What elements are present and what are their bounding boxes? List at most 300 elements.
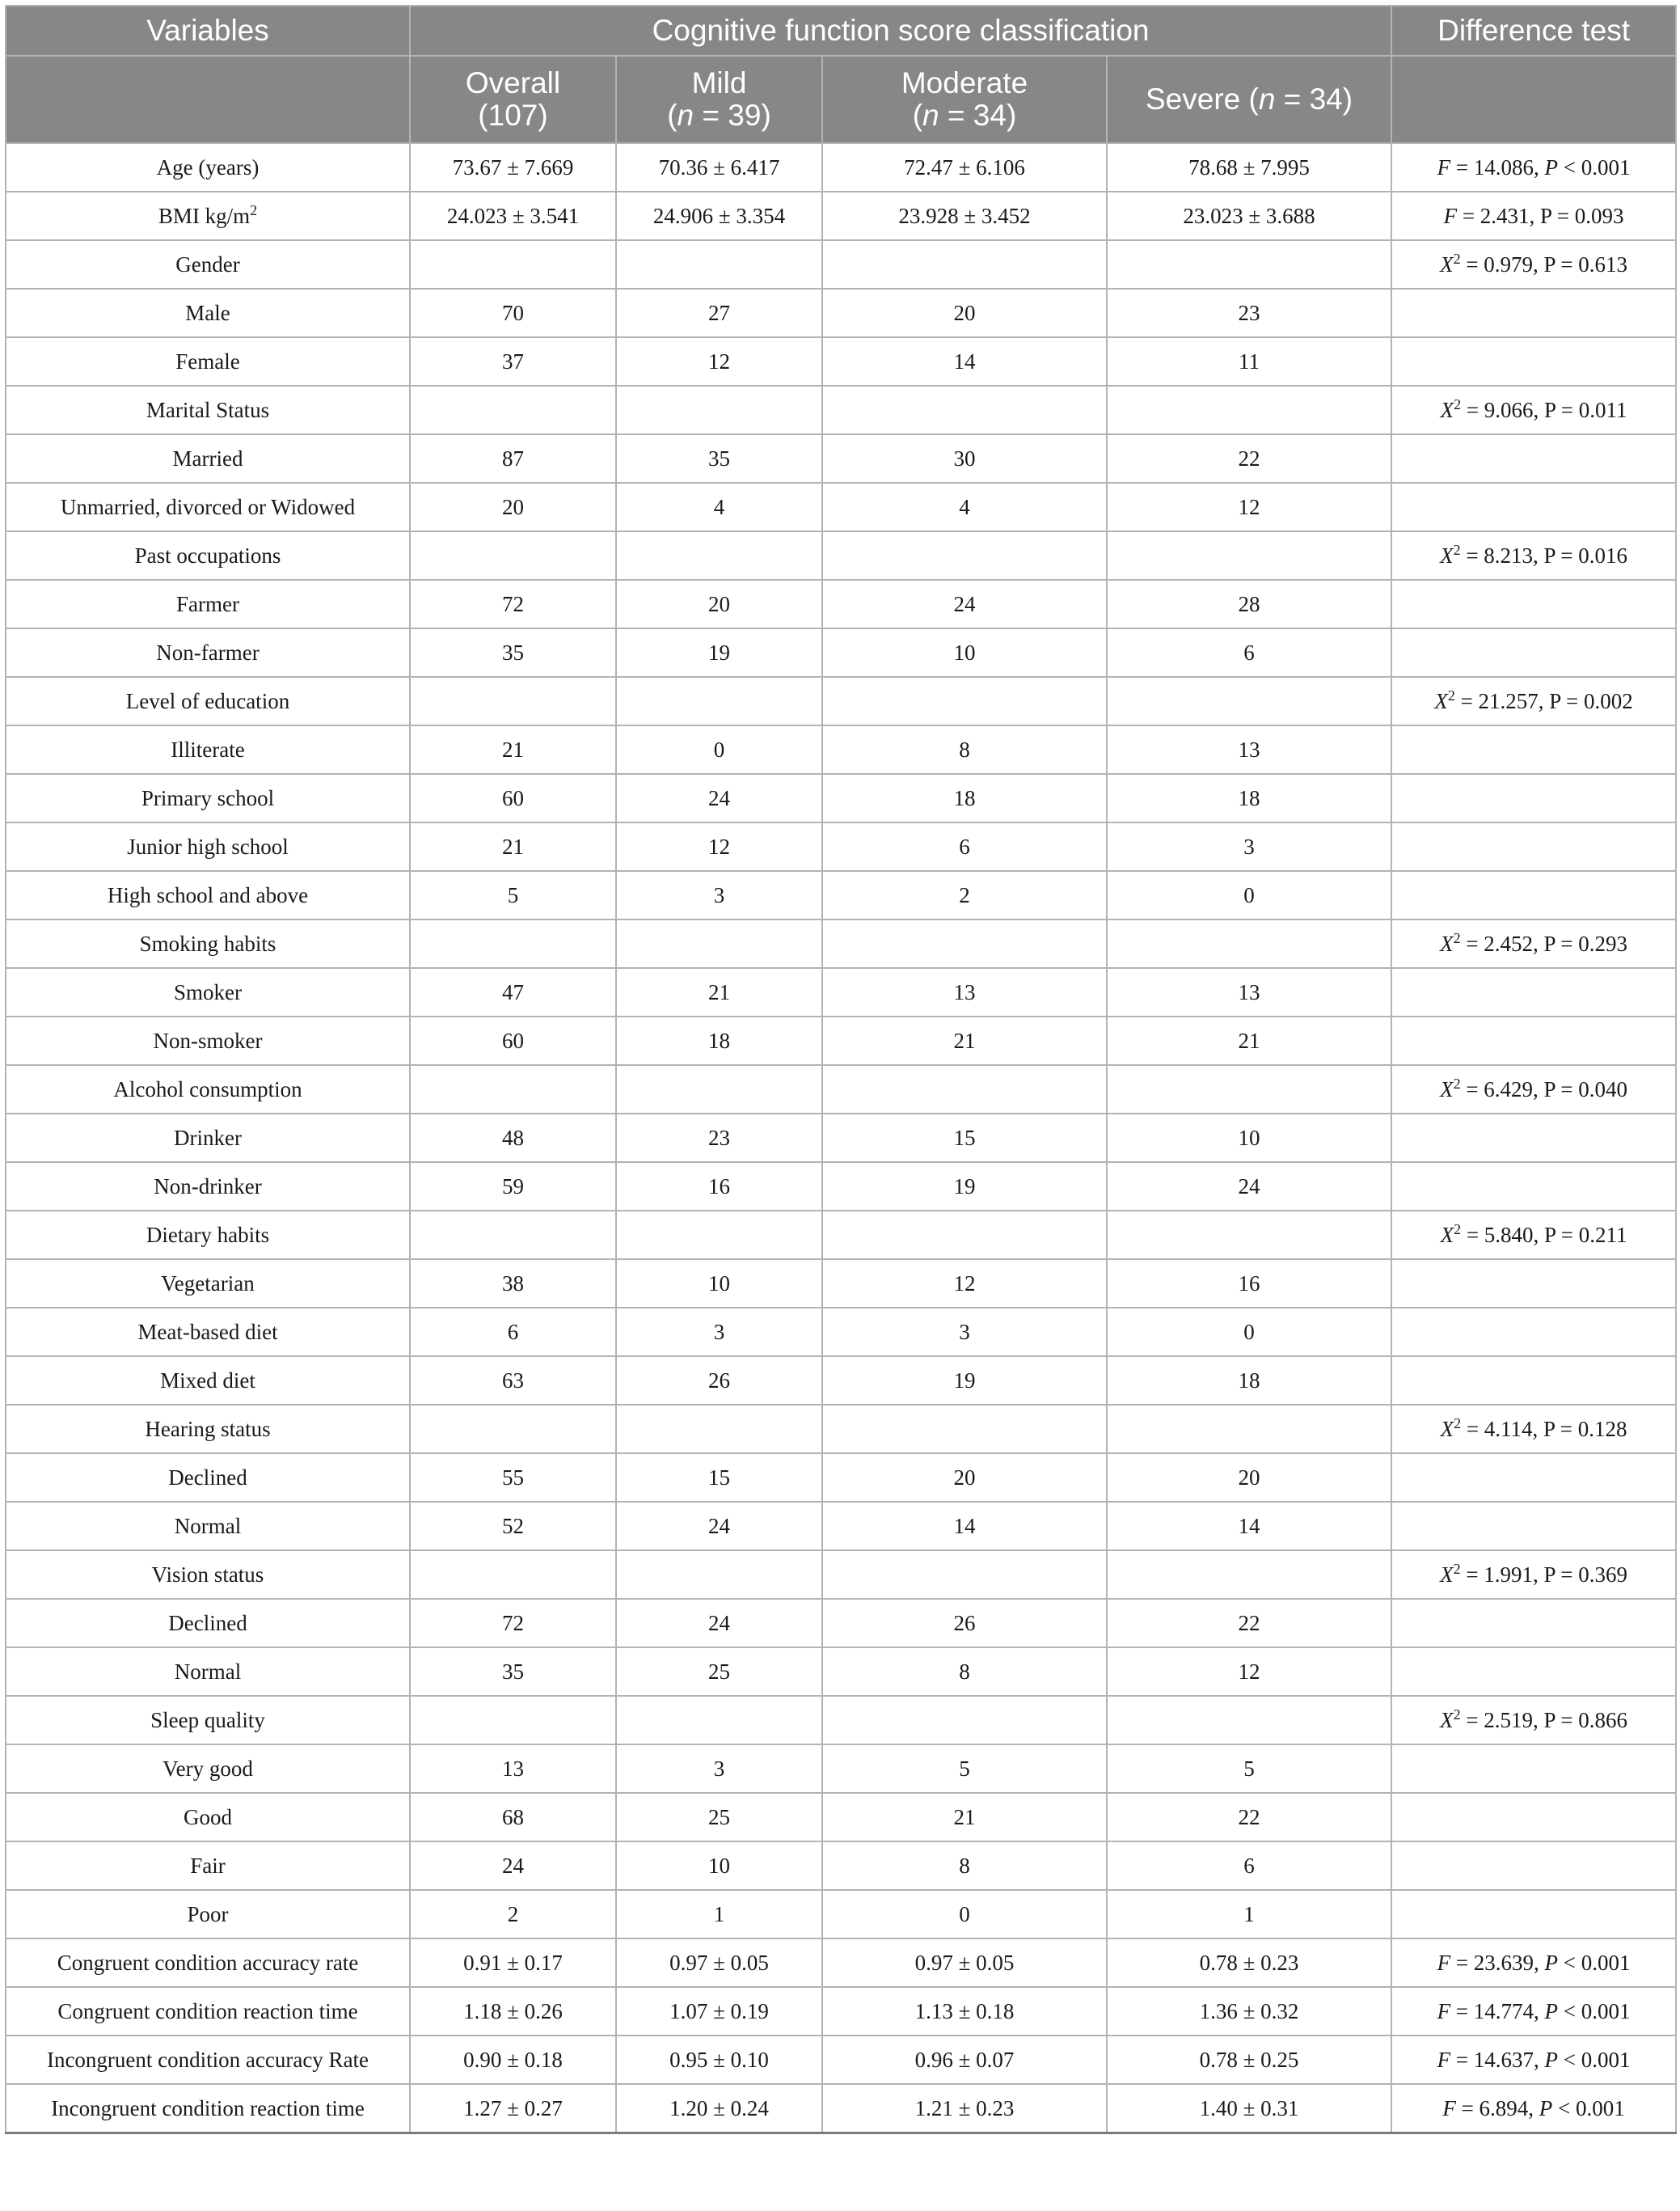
cell-mild: 1: [616, 1890, 822, 1938]
cell-overall: 0.90 ± 0.18: [410, 2036, 616, 2084]
cell-label: Incongruent condition reaction time: [6, 2084, 410, 2133]
table-row: [6, 1938, 1676, 1987]
table-row: [6, 2084, 1676, 2133]
cell-label: Marital Status: [6, 386, 410, 434]
cell-severe: [1107, 1211, 1391, 1259]
table-row: [6, 677, 1676, 725]
header-overall-n: (107): [478, 99, 548, 132]
cell-overall: 55: [410, 1453, 616, 1502]
cell-overall: 37: [410, 337, 616, 386]
cell-test: [1391, 289, 1676, 337]
cell-overall: 60: [410, 774, 616, 822]
cell-severe: 6: [1107, 1841, 1391, 1890]
cell-mild: 20: [616, 580, 822, 628]
cell-test: [1391, 1162, 1676, 1211]
cell-mild: 27: [616, 289, 822, 337]
cell-label: Level of education: [6, 677, 410, 725]
cell-overall: 24: [410, 1841, 616, 1890]
cell-mild: 1.20 ± 0.24: [616, 2084, 822, 2133]
cell-overall: 72: [410, 580, 616, 628]
cell-moderate: 2: [822, 871, 1107, 919]
cell-mild: 24: [616, 1502, 822, 1550]
cell-label: Past occupations: [6, 531, 410, 580]
table-row: [6, 580, 1676, 628]
table-row: [6, 822, 1676, 871]
cell-test: [1391, 434, 1676, 483]
cell-label: Illiterate: [6, 725, 410, 774]
cell-severe: 11: [1107, 337, 1391, 386]
cell-label: Alcohol consumption: [6, 1065, 410, 1114]
cell-overall: [410, 1550, 616, 1599]
header-row-2: [6, 56, 1676, 143]
cell-overall: 1.27 ± 0.27: [410, 2084, 616, 2133]
cell-moderate: [822, 1065, 1107, 1114]
cell-test: [1391, 871, 1676, 919]
cell-mild: [616, 1065, 822, 1114]
cell-label: Unmarried, divorced or Widowed: [6, 483, 410, 531]
cell-mild: 24: [616, 774, 822, 822]
cell-test: [1391, 1841, 1676, 1890]
cell-severe: 6: [1107, 628, 1391, 677]
table-row: [6, 968, 1676, 1017]
cell-label: Sleep quality: [6, 1696, 410, 1744]
cell-label: Congruent condition reaction time: [6, 1987, 410, 2036]
table-row: [6, 289, 1676, 337]
header-row-1: [6, 6, 1676, 56]
cell-label: Declined: [6, 1453, 410, 1502]
cell-overall: [410, 531, 616, 580]
table-row: [6, 1841, 1676, 1890]
cell-mild: [616, 386, 822, 434]
cell-mild: 25: [616, 1647, 822, 1696]
cell-moderate: [822, 386, 1107, 434]
header-classification: Cognitive function score classification: [410, 6, 1391, 56]
cell-severe: [1107, 677, 1391, 725]
cell-label: Declined: [6, 1599, 410, 1647]
cell-label: Very good: [6, 1744, 410, 1793]
cell-overall: 6: [410, 1308, 616, 1356]
cell-severe: 5: [1107, 1744, 1391, 1793]
cell-severe: 20: [1107, 1453, 1391, 1502]
cell-test: [1391, 1453, 1676, 1502]
table-row: [6, 871, 1676, 919]
cell-mild: 3: [616, 1308, 822, 1356]
table-row: [6, 1696, 1676, 1744]
table-row: [6, 1987, 1676, 2036]
cell-test: $X^2 = 21.257$, P = 0.002: [1391, 677, 1676, 725]
cell-overall: 52: [410, 1502, 616, 1550]
cell-moderate: 20: [822, 289, 1107, 337]
table-row: [6, 1308, 1676, 1356]
cell-moderate: 30: [822, 434, 1107, 483]
cell-overall: 38: [410, 1259, 616, 1308]
cell-moderate: [822, 677, 1107, 725]
header-difference-test: Difference test: [1391, 6, 1676, 56]
cell-moderate: 12: [822, 1259, 1107, 1308]
cell-test: [1391, 628, 1676, 677]
header-mild-label: Mild: [691, 66, 747, 99]
cell-mild: 12: [616, 822, 822, 871]
table-row: [6, 1114, 1676, 1162]
cell-test: F = 2.431, P = 0.093: [1391, 192, 1676, 240]
header-severe: [1107, 56, 1391, 143]
cell-severe: 23.023 ± 3.688: [1107, 192, 1391, 240]
cell-moderate: 20: [822, 1453, 1107, 1502]
cell-severe: 22: [1107, 1599, 1391, 1647]
cell-test: $X^2 = 1.991$, P = 0.369: [1391, 1550, 1676, 1599]
cell-moderate: 19: [822, 1162, 1107, 1211]
cell-test: [1391, 1890, 1676, 1938]
header-moderate-n: (n = 34): [912, 99, 1017, 132]
cell-moderate: 26: [822, 1599, 1107, 1647]
cell-test: [1391, 822, 1676, 871]
cell-label: High school and above: [6, 871, 410, 919]
cell-severe: [1107, 1065, 1391, 1114]
header-mild-n: (n = 39): [667, 99, 771, 132]
cell-moderate: 0.96 ± 0.07: [822, 2036, 1107, 2084]
table-row: [6, 1356, 1676, 1405]
cell-severe: 12: [1107, 1647, 1391, 1696]
table-row: [6, 337, 1676, 386]
header-moderate: [822, 56, 1107, 143]
cell-mild: 0.95 ± 0.10: [616, 2036, 822, 2084]
cell-moderate: 21: [822, 1793, 1107, 1841]
cell-severe: 24: [1107, 1162, 1391, 1211]
table-row: [6, 1453, 1676, 1502]
cell-overall: 73.67 ± 7.669: [410, 143, 616, 192]
cell-test: F = 14.774, P < 0.001: [1391, 1987, 1676, 2036]
table-row: [6, 1211, 1676, 1259]
cell-test: $X^2 = 0.979$, P = 0.613: [1391, 240, 1676, 289]
cell-overall: 60: [410, 1017, 616, 1065]
cell-mild: 0.97 ± 0.05: [616, 1938, 822, 1987]
cell-moderate: 10: [822, 628, 1107, 677]
cell-moderate: 0: [822, 1890, 1107, 1938]
cell-moderate: 5: [822, 1744, 1107, 1793]
cell-label: Meat-based diet: [6, 1308, 410, 1356]
cell-severe: 28: [1107, 580, 1391, 628]
cell-overall: 5: [410, 871, 616, 919]
table-row: [6, 1162, 1676, 1211]
cell-mild: 24: [616, 1599, 822, 1647]
table-header: [6, 6, 1676, 143]
cell-overall: 59: [410, 1162, 616, 1211]
cell-severe: 13: [1107, 968, 1391, 1017]
cell-severe: 0: [1107, 1308, 1391, 1356]
cell-test: [1391, 483, 1676, 531]
cell-mild: 1.07 ± 0.19: [616, 1987, 822, 2036]
header-overall: [410, 56, 616, 143]
cell-overall: [410, 1211, 616, 1259]
cell-test: $X^2 = 6.429$, P = 0.040: [1391, 1065, 1676, 1114]
cell-severe: 10: [1107, 1114, 1391, 1162]
cell-label: Age (years): [6, 143, 410, 192]
cell-severe: 3: [1107, 822, 1391, 871]
cell-label: Smoker: [6, 968, 410, 1017]
cell-test: F = 14.637, P < 0.001: [1391, 2036, 1676, 2084]
cell-mild: 21: [616, 968, 822, 1017]
cell-moderate: [822, 1696, 1107, 1744]
table-row: [6, 531, 1676, 580]
cell-mild: 70.36 ± 6.417: [616, 143, 822, 192]
cognitive-function-table: [5, 5, 1677, 2134]
cell-overall: 48: [410, 1114, 616, 1162]
cell-moderate: 4: [822, 483, 1107, 531]
cell-severe: 14: [1107, 1502, 1391, 1550]
cell-test: [1391, 774, 1676, 822]
cell-mild: 26: [616, 1356, 822, 1405]
cell-label: Junior high school: [6, 822, 410, 871]
cell-severe: 78.68 ± 7.995: [1107, 143, 1391, 192]
cell-overall: 35: [410, 1647, 616, 1696]
cell-severe: [1107, 1696, 1391, 1744]
cell-mild: 23: [616, 1114, 822, 1162]
table-row: [6, 1647, 1676, 1696]
cell-label: Mixed diet: [6, 1356, 410, 1405]
cell-label: Drinker: [6, 1114, 410, 1162]
table-row: [6, 1065, 1676, 1114]
table-row: [6, 1793, 1676, 1841]
table-row: [6, 919, 1676, 968]
cell-label: Dietary habits: [6, 1211, 410, 1259]
cell-label: Normal: [6, 1502, 410, 1550]
header-severe-label: Severe (n = 34): [1145, 82, 1353, 116]
cell-overall: 24.023 ± 3.541: [410, 192, 616, 240]
cell-moderate: [822, 240, 1107, 289]
cell-test: [1391, 580, 1676, 628]
cell-moderate: [822, 919, 1107, 968]
table-row: [6, 483, 1676, 531]
cell-severe: 18: [1107, 774, 1391, 822]
cell-test: [1391, 1259, 1676, 1308]
cell-overall: 20: [410, 483, 616, 531]
table-row: [6, 1599, 1676, 1647]
cell-test: [1391, 1647, 1676, 1696]
cell-mild: [616, 677, 822, 725]
cell-overall: 2: [410, 1890, 616, 1938]
cell-overall: [410, 1065, 616, 1114]
cell-label: Non-drinker: [6, 1162, 410, 1211]
table-container: [5, 5, 1675, 2134]
cell-severe: 1.40 ± 0.31: [1107, 2084, 1391, 2133]
cell-overall: 63: [410, 1356, 616, 1405]
cell-label: Normal: [6, 1647, 410, 1696]
table-row: [6, 725, 1676, 774]
cell-mild: 16: [616, 1162, 822, 1211]
cell-moderate: [822, 1550, 1107, 1599]
cell-test: [1391, 1793, 1676, 1841]
cell-mild: 0: [616, 725, 822, 774]
cell-mild: 4: [616, 483, 822, 531]
cell-test: $X^2 = 5.840$, P = 0.211: [1391, 1211, 1676, 1259]
table-row: [6, 143, 1676, 192]
cell-overall: 87: [410, 434, 616, 483]
cell-overall: 1.18 ± 0.26: [410, 1987, 616, 2036]
cell-moderate: 0.97 ± 0.05: [822, 1938, 1107, 1987]
cell-severe: 1.36 ± 0.32: [1107, 1987, 1391, 2036]
cell-test: [1391, 1308, 1676, 1356]
cell-moderate: [822, 531, 1107, 580]
cell-mild: [616, 1696, 822, 1744]
cell-label: Primary school: [6, 774, 410, 822]
cell-severe: 1: [1107, 1890, 1391, 1938]
cell-moderate: 3: [822, 1308, 1107, 1356]
header-mild: [616, 56, 822, 143]
cell-overall: [410, 919, 616, 968]
cell-moderate: 19: [822, 1356, 1107, 1405]
table-row: [6, 192, 1676, 240]
cell-mild: 10: [616, 1259, 822, 1308]
cell-overall: 0.91 ± 0.17: [410, 1938, 616, 1987]
cell-label: Poor: [6, 1890, 410, 1938]
cell-test: $X^2 = 4.114$, P = 0.128: [1391, 1405, 1676, 1453]
cell-label: Incongruent condition accuracy Rate: [6, 2036, 410, 2084]
cell-mild: 25: [616, 1793, 822, 1841]
cell-mild: 3: [616, 871, 822, 919]
cell-overall: [410, 677, 616, 725]
cell-test: $X^2 = 2.519$, P = 0.866: [1391, 1696, 1676, 1744]
cell-severe: [1107, 1550, 1391, 1599]
table-row: [6, 1405, 1676, 1453]
cell-test: F = 14.086, P < 0.001: [1391, 143, 1676, 192]
cell-test: [1391, 1744, 1676, 1793]
cell-severe: [1107, 240, 1391, 289]
cell-test: F = 23.639, P < 0.001: [1391, 1938, 1676, 1987]
cell-test: [1391, 725, 1676, 774]
table-row: [6, 386, 1676, 434]
table-row: [6, 1890, 1676, 1938]
cell-moderate: 23.928 ± 3.452: [822, 192, 1107, 240]
cell-moderate: 24: [822, 580, 1107, 628]
table-body: [6, 143, 1676, 2133]
table-row: [6, 1502, 1676, 1550]
cell-severe: 23: [1107, 289, 1391, 337]
cell-overall: 21: [410, 725, 616, 774]
cell-test: [1391, 337, 1676, 386]
cell-overall: [410, 386, 616, 434]
cell-moderate: 18: [822, 774, 1107, 822]
cell-overall: 21: [410, 822, 616, 871]
header-empty: [6, 56, 410, 143]
cell-moderate: 1.21 ± 0.23: [822, 2084, 1107, 2133]
cell-moderate: 8: [822, 1647, 1107, 1696]
cell-severe: 21: [1107, 1017, 1391, 1065]
cell-moderate: [822, 1211, 1107, 1259]
cell-label: Female: [6, 337, 410, 386]
cell-moderate: [822, 1405, 1107, 1453]
cell-moderate: 1.13 ± 0.18: [822, 1987, 1107, 2036]
cell-severe: [1107, 1405, 1391, 1453]
cell-test: F = 6.894, P < 0.001: [1391, 2084, 1676, 2133]
cell-severe: 12: [1107, 483, 1391, 531]
header-empty-2: [1391, 56, 1676, 143]
cell-mild: [616, 531, 822, 580]
cell-label: Vision status: [6, 1550, 410, 1599]
header-overall-label: Overall: [465, 66, 561, 99]
cell-moderate: 8: [822, 725, 1107, 774]
cell-moderate: 15: [822, 1114, 1107, 1162]
cell-moderate: 13: [822, 968, 1107, 1017]
cell-label: Fair: [6, 1841, 410, 1890]
cell-label: Vegetarian: [6, 1259, 410, 1308]
cell-test: [1391, 1114, 1676, 1162]
cell-moderate: 14: [822, 1502, 1107, 1550]
cell-overall: 35: [410, 628, 616, 677]
cell-severe: 0: [1107, 871, 1391, 919]
table-row: [6, 2036, 1676, 2084]
cell-mild: 10: [616, 1841, 822, 1890]
cell-test: [1391, 968, 1676, 1017]
table-row: [6, 434, 1676, 483]
cell-mild: [616, 1405, 822, 1453]
cell-severe: [1107, 919, 1391, 968]
table-row: [6, 1017, 1676, 1065]
cell-label: Good: [6, 1793, 410, 1841]
cell-label: Farmer: [6, 580, 410, 628]
cell-severe: 0.78 ± 0.23: [1107, 1938, 1391, 1987]
cell-mild: 15: [616, 1453, 822, 1502]
cell-test: [1391, 1599, 1676, 1647]
table-row: [6, 628, 1676, 677]
cell-mild: [616, 1211, 822, 1259]
cell-test: [1391, 1017, 1676, 1065]
cell-severe: [1107, 531, 1391, 580]
cell-moderate: 72.47 ± 6.106: [822, 143, 1107, 192]
table-row: [6, 1259, 1676, 1308]
cell-mild: 18: [616, 1017, 822, 1065]
cell-overall: 68: [410, 1793, 616, 1841]
cell-mild: 24.906 ± 3.354: [616, 192, 822, 240]
cell-mild: 3: [616, 1744, 822, 1793]
cell-test: [1391, 1356, 1676, 1405]
cell-mild: [616, 240, 822, 289]
cell-test: $X^2 = 2.452$, P = 0.293: [1391, 919, 1676, 968]
cell-overall: [410, 240, 616, 289]
cell-label: Non-farmer: [6, 628, 410, 677]
table-row: [6, 1744, 1676, 1793]
cell-test: $X^2 = 9.066$, P = 0.011: [1391, 386, 1676, 434]
cell-mild: 19: [616, 628, 822, 677]
cell-overall: 13: [410, 1744, 616, 1793]
cell-severe: [1107, 386, 1391, 434]
cell-moderate: 8: [822, 1841, 1107, 1890]
table-row: [6, 240, 1676, 289]
cell-moderate: 14: [822, 337, 1107, 386]
cell-label: Smoking habits: [6, 919, 410, 968]
cell-moderate: 6: [822, 822, 1107, 871]
cell-mild: 35: [616, 434, 822, 483]
cell-severe: 0.78 ± 0.25: [1107, 2036, 1391, 2084]
cell-severe: 18: [1107, 1356, 1391, 1405]
cell-overall: 70: [410, 289, 616, 337]
cell-label: Married: [6, 434, 410, 483]
cell-mild: 12: [616, 337, 822, 386]
header-variables: Variables: [6, 6, 410, 56]
cell-overall: [410, 1405, 616, 1453]
cell-severe: 16: [1107, 1259, 1391, 1308]
cell-label: Male: [6, 289, 410, 337]
cell-test: [1391, 1502, 1676, 1550]
cell-severe: 13: [1107, 725, 1391, 774]
cell-label: BMI $kg/m^2$: [6, 192, 410, 240]
cell-label: Congruent condition accuracy rate: [6, 1938, 410, 1987]
cell-moderate: 21: [822, 1017, 1107, 1065]
cell-label: Gender: [6, 240, 410, 289]
cell-mild: [616, 1550, 822, 1599]
cell-overall: 72: [410, 1599, 616, 1647]
header-moderate-label: Moderate: [901, 66, 1028, 99]
cell-label: Non-smoker: [6, 1017, 410, 1065]
